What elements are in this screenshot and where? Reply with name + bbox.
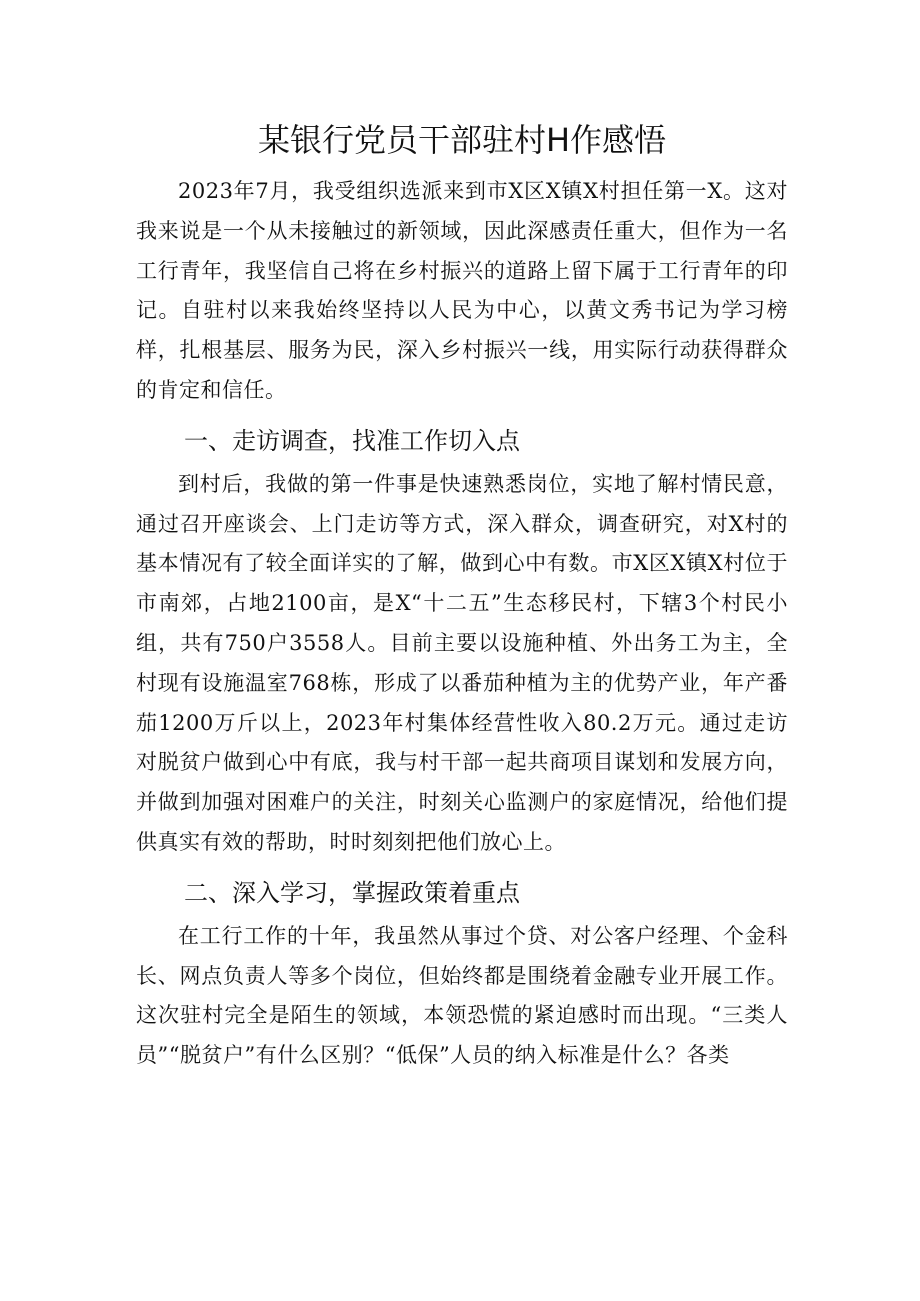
section-2-paragraph: 在工行工作的十年，我虽然从事过个贷、对公客户经理、个金科长、网点负责人等多个岗位，但始终都是围绕着金融专业开展工作。这次驻村完全是陌生的领域，本领恐慌的紧迫感时而出现。“三类人员”“脱贫户”有什么区别？“低保”人员的纳入标准是什么？各类	[136, 923, 788, 1068]
document-body	[136, 118, 788, 1076]
section-2-heading: 二、深入学习，掌握政策着重点	[184, 878, 520, 907]
section-1-paragraph: 到村后，我做的第一件事是快速熟悉岗位，实地了解村情民意，通过召开座谈会、上门走访等方式，深入群众，调查研究，对X村的基本情况有了较全面详实的了解，做到心中有数。市X区X镇X村位于市南郊，占地2100亩，是X“十二五”生态移民村，下辖3个村民小组，共有750户3558人。目前主要以设施种植、外出务工为主，全村现有设施温室768栋，形成了以番茄种植为主的优势产业，年产番茄1200万斤以上，2023年村集体经营性收入80.2万元。通过走访对脱贫户做到心中有底，我与村干部一起共商项目谋划和发展方向，并做到加强对困难户的关注，时刻关心监测户的家庭情况，给他们提供真实有效的帮助，时时刻刻把他们放心上。	[136, 471, 788, 854]
section-1-heading: 一、走访调查，找准工作切入点	[184, 426, 520, 455]
intro-paragraph: 2023年7月，我受组织选派来到市X区X镇X村担任第一X。这对我来说是一个从未接触过的新领域，因此深感责任重大，但作为一名工行青年，我坚信自己将在乡村振兴的道路上留下属于工行青年的印记。自驻村以来我始终坚持以人民为中心，以黄文秀书记为学习榜样，扎根基层、服务为民，深入乡村振兴一线，用实际行动获得群众的肯定和信任。	[136, 179, 788, 402]
document-title: 某银行党员干部驻村H作感悟	[257, 121, 667, 159]
